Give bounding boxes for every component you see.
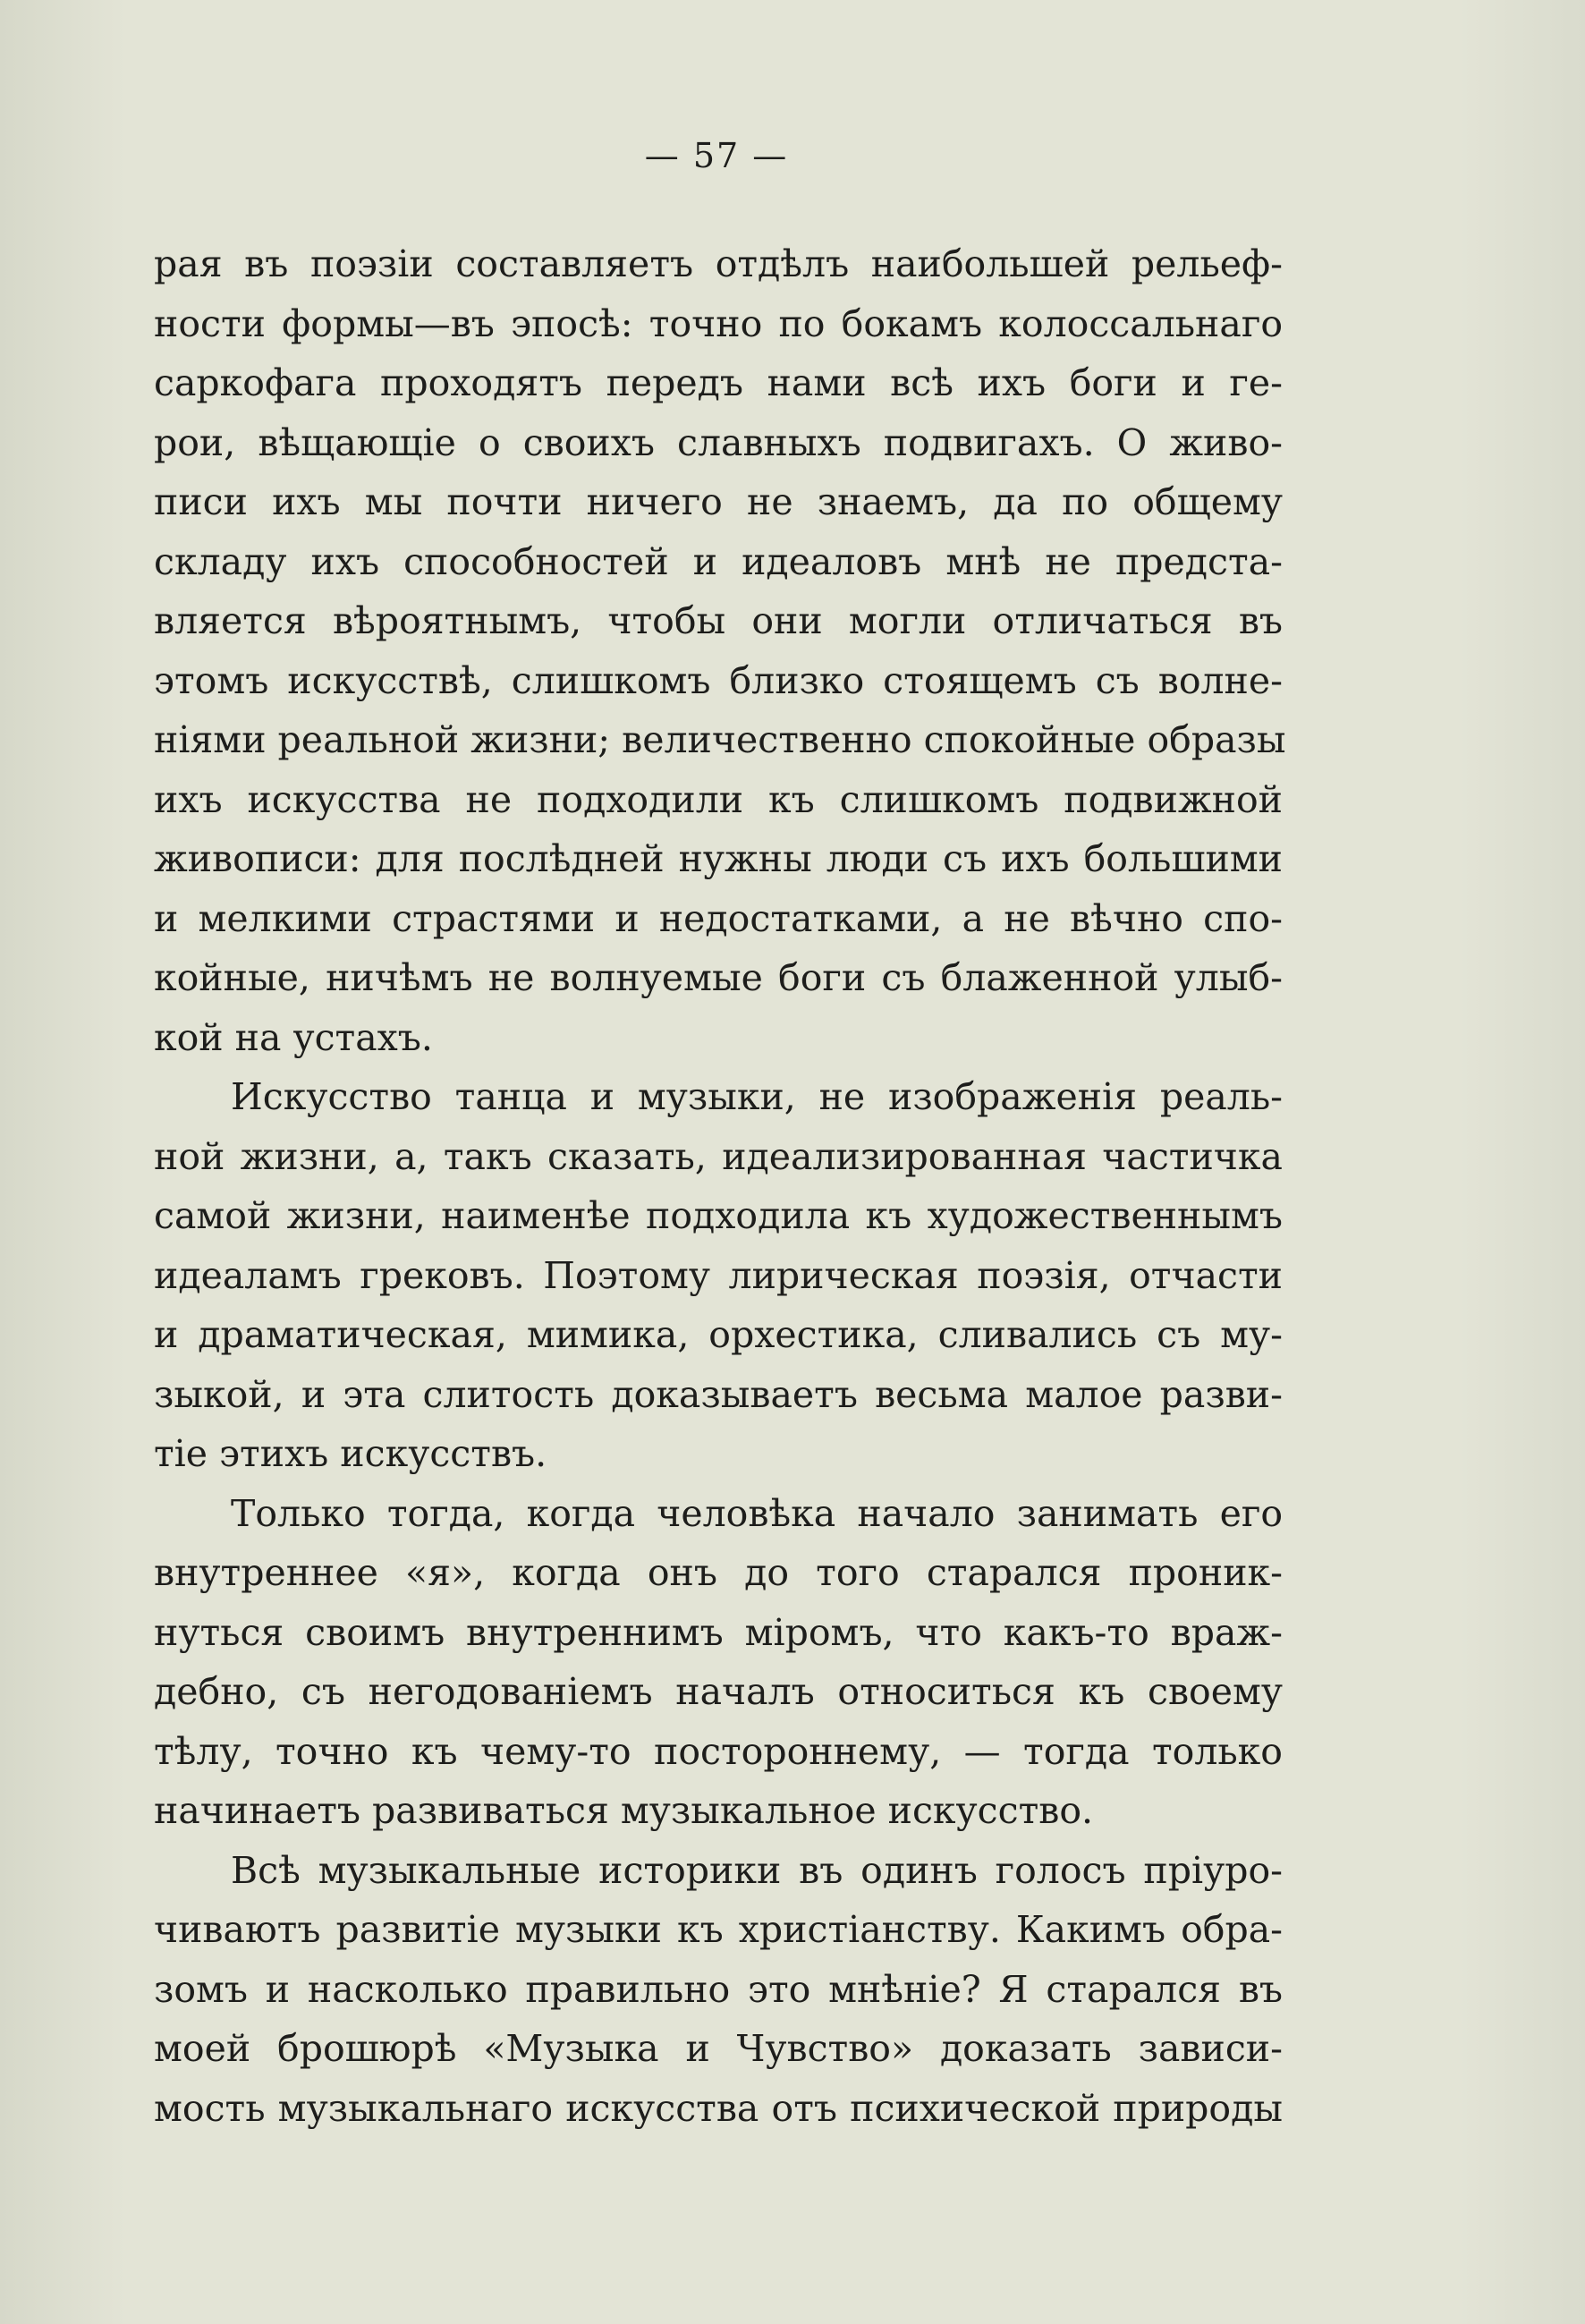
- text-line: идеаламъ грековъ. Поэтому лирическая поэзія, отчасти: [154, 1253, 1283, 1297]
- text-line: вляется вѣроятнымъ, чтобы они могли отличаться въ: [154, 599, 1283, 642]
- text-line: и драматическая, мимика, орхестика, сливались съ му-: [154, 1313, 1283, 1356]
- text-line: тіе этихъ искусствъ.: [154, 1432, 547, 1475]
- text-line: самой жизни, наименѣе подходила къ художественнымъ: [154, 1194, 1283, 1237]
- text-line: живописи: для послѣдней нужны люди съ ихъ большими: [154, 837, 1283, 880]
- paragraph: [154, 1484, 1283, 1841]
- page-number: — 57 —: [644, 136, 789, 175]
- text-line: этомъ искусствѣ, слишкомъ близко стоящемъ съ волне-: [154, 658, 1283, 702]
- text-line: рая въ поэзіи составляетъ отдѣлъ наибольшей рельеф-: [154, 242, 1283, 285]
- text-line: начинаетъ развиваться музыкальное искусство.: [154, 1789, 1094, 1832]
- text-line: кой на устахъ.: [154, 1015, 433, 1059]
- text-line: писи ихъ мы почти ничего не знаемъ, да по общему: [154, 480, 1283, 523]
- text-line: ихъ искусства не подходили къ слишкомъ подвижной: [154, 777, 1283, 821]
- text-line: зомъ и насколько правильно это мнѣніе? Я старался въ: [154, 1967, 1283, 2011]
- text-line: чиваютъ развитіе музыки къ христіанству. Какимъ обра-: [154, 1908, 1283, 1951]
- text-line: складу ихъ способностей и идеаловъ мнѣ не предста-: [154, 539, 1283, 583]
- text-line: Всѣ музыкальные историки въ одинъ голосъ пріуро-: [231, 1848, 1283, 1892]
- text-line: Только тогда, когда человѣка начало занимать его: [231, 1491, 1283, 1535]
- text-line: Искусство танца и музыки, не изображенія реаль-: [231, 1075, 1283, 1118]
- text-line: тѣлу, точно къ чему-то постороннему, — тогда только: [154, 1729, 1283, 1773]
- text-line: ности формы—въ эпосѣ: точно по бокамъ колоссальнаго: [154, 301, 1283, 345]
- text-line: койные, ничѣмъ не волнуемые боги съ блаженной улыб-: [154, 956, 1283, 999]
- text-line: ной жизни, а, такъ сказать, идеализированная частичка: [154, 1134, 1283, 1178]
- paragraph: [154, 1067, 1283, 1484]
- text-line: ніями реальной жизни; величественно спокойные образы: [154, 718, 1286, 761]
- text-line: саркофага проходятъ передъ нами всѣ ихъ боги и ге-: [154, 361, 1283, 404]
- text-line: рои, вѣщающіе о своихъ славныхъ подвигахъ. О живо-: [154, 420, 1283, 464]
- text-line: внутреннее «я», когда онъ до того старался проник-: [154, 1551, 1283, 1594]
- text-line: мость музыкальнаго искусства отъ психической природы: [154, 2086, 1283, 2130]
- text-line: дебно, съ негодованіемъ началъ относиться къ своему: [154, 1670, 1283, 1713]
- paragraph: [154, 234, 1286, 1067]
- text-line: нуться своимъ внутреннимъ міромъ, что какъ-то враж-: [154, 1610, 1283, 1654]
- paragraph: [154, 1841, 1283, 2139]
- text-line: и мелкими страстями и недостатками, а не вѣчно спо-: [154, 896, 1283, 940]
- text-line: моей брошюрѣ «Музыка и Чувство» доказать зависи-: [154, 2027, 1283, 2070]
- text-line: зыкой, и эта слитость доказываетъ весьма малое разви-: [154, 1372, 1283, 1416]
- body-text: [154, 234, 1286, 2138]
